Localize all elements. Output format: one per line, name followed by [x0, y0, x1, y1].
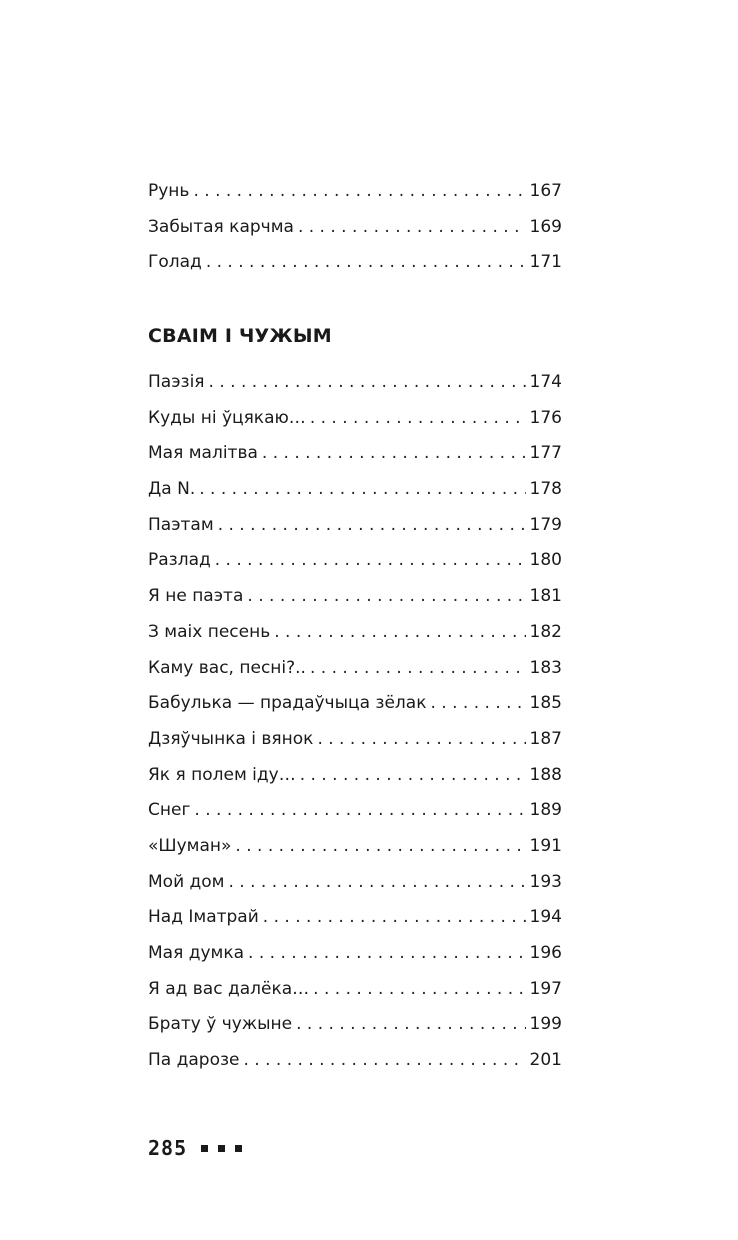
toc-leader-dots: [194, 793, 525, 829]
toc-leader-dots: [296, 1007, 525, 1043]
toc-entry-page: 176: [529, 407, 562, 428]
toc-leader-dots: [193, 174, 525, 210]
toc-entry: [148, 651, 562, 687]
section-heading: СВАІМ І ЧУЖЫМ: [148, 325, 332, 347]
toc-leader-dots: [199, 472, 525, 508]
toc-entry-title: Я не паэта: [148, 586, 244, 607]
toc-entry-title: Па дарозе: [148, 1050, 240, 1071]
toc-leader-dots: [298, 210, 526, 246]
toc-entry: [148, 245, 562, 281]
toc-entry-title: Каму вас, песні?..: [148, 657, 306, 678]
toc-entry-title: Куды ні ўцякаю…: [148, 407, 306, 428]
toc-entry-title: З маіх песень: [148, 621, 271, 642]
ornament-square: [201, 1145, 208, 1152]
toc-entry-page: 193: [529, 871, 562, 892]
toc-entry: [148, 1007, 562, 1043]
toc-entry-page: 177: [529, 443, 562, 464]
toc-entry: [148, 900, 562, 936]
toc-leader-dots: [218, 508, 526, 544]
toc-entry-title: «Шуман»: [148, 835, 232, 856]
toc-entry-page: 197: [529, 978, 562, 999]
toc-entry-title: Як я полем іду…: [148, 764, 296, 785]
toc-entry: [148, 472, 562, 508]
toc-entry-title: Паэзія: [148, 372, 205, 392]
toc-entry-page: 181: [529, 586, 562, 607]
toc-entry-title: Я ад вас далёка…: [148, 978, 310, 999]
toc-entry-page: 185: [529, 693, 562, 714]
toc-list-main: [148, 365, 562, 1079]
toc-entry-page: 189: [529, 800, 562, 821]
toc-leader-dots: [310, 651, 526, 687]
toc-entry: [148, 174, 562, 210]
toc-entry-page: 196: [529, 943, 562, 963]
page-footer: [148, 1136, 242, 1160]
toc-leader-dots: [235, 829, 525, 865]
toc-entry-page: 171: [529, 252, 562, 273]
toc-entry-page: 167: [529, 181, 562, 201]
toc-entry-page: 201: [529, 1050, 562, 1071]
toc-entry-page: 174: [529, 372, 562, 392]
toc-entry-title: Мая малітва: [148, 443, 258, 464]
toc-entry: [148, 1043, 562, 1079]
toc-entry-title: Снег: [148, 800, 191, 821]
toc-entry-title: Мой дом: [148, 871, 225, 892]
toc-leader-dots: [262, 436, 526, 472]
toc-leader-dots: [209, 365, 526, 401]
toc-entry-page: 182: [529, 621, 562, 642]
toc-entry-page: 178: [529, 479, 562, 500]
toc-entry: [148, 722, 562, 758]
toc-entry-page: 191: [529, 835, 562, 856]
toc-entry-title: Над Іматрай: [148, 907, 259, 928]
toc-entry-page: 194: [529, 907, 562, 928]
toc-list-top: [148, 174, 562, 281]
toc-entry-page: 199: [529, 1014, 562, 1035]
ornament-square: [218, 1145, 225, 1152]
toc-leader-dots: [248, 936, 526, 972]
toc-leader-dots: [243, 1043, 525, 1079]
toc-entry-title: Дзяўчынка і вянок: [148, 728, 314, 749]
toc-entry: [148, 579, 562, 615]
toc-entry: [148, 401, 562, 437]
toc-entry-title: Бабулька — прадаўчыца зёлак: [148, 693, 427, 714]
toc-entry-title: Мая думка: [148, 943, 245, 963]
toc-leader-dots: [206, 245, 526, 281]
toc-entry: [148, 686, 562, 722]
toc-leader-dots: [430, 686, 525, 722]
toc-leader-dots: [263, 900, 526, 936]
toc-entry-page: 188: [529, 764, 562, 785]
toc-leader-dots: [313, 972, 525, 1008]
toc-entry-title: Голад: [148, 252, 202, 273]
toc-leader-dots: [300, 758, 526, 794]
toc-leader-dots: [247, 579, 525, 615]
toc-entry: [148, 543, 562, 579]
toc-entry-page: 187: [529, 728, 562, 749]
toc-entry: [148, 972, 562, 1008]
toc-entry: [148, 936, 562, 972]
toc-leader-dots: [215, 543, 526, 579]
toc-entry-title: Паэтам: [148, 514, 214, 535]
toc-entry: [148, 829, 562, 865]
toc-entry: [148, 758, 562, 794]
toc-entry-title: Да N.: [148, 479, 196, 500]
toc-entry: [148, 865, 562, 901]
toc-entry: [148, 508, 562, 544]
page-number: 285: [148, 1136, 188, 1160]
toc-entry-page: 180: [529, 550, 562, 571]
toc-entry: [148, 365, 562, 401]
toc-entry-title: Брату ў чужыне: [148, 1014, 293, 1035]
toc-entry: [148, 615, 562, 651]
toc-leader-dots: [317, 722, 525, 758]
toc-leader-dots: [310, 401, 526, 437]
toc-entry: [148, 436, 562, 472]
toc-entry: [148, 793, 562, 829]
toc-entry-page: 179: [529, 514, 562, 535]
toc-entry: [148, 210, 562, 246]
toc-entry-page: 169: [529, 216, 562, 237]
toc-leader-dots: [274, 615, 525, 651]
toc-entry-title: Забытая карчма: [148, 216, 294, 237]
toc-entry-page: 183: [529, 657, 562, 678]
footer-ornament: [201, 1145, 242, 1152]
toc-entry-title: Рунь: [148, 181, 190, 201]
toc-leader-dots: [229, 865, 526, 901]
toc-entry-title: Разлад: [148, 550, 211, 571]
ornament-square: [235, 1145, 242, 1152]
